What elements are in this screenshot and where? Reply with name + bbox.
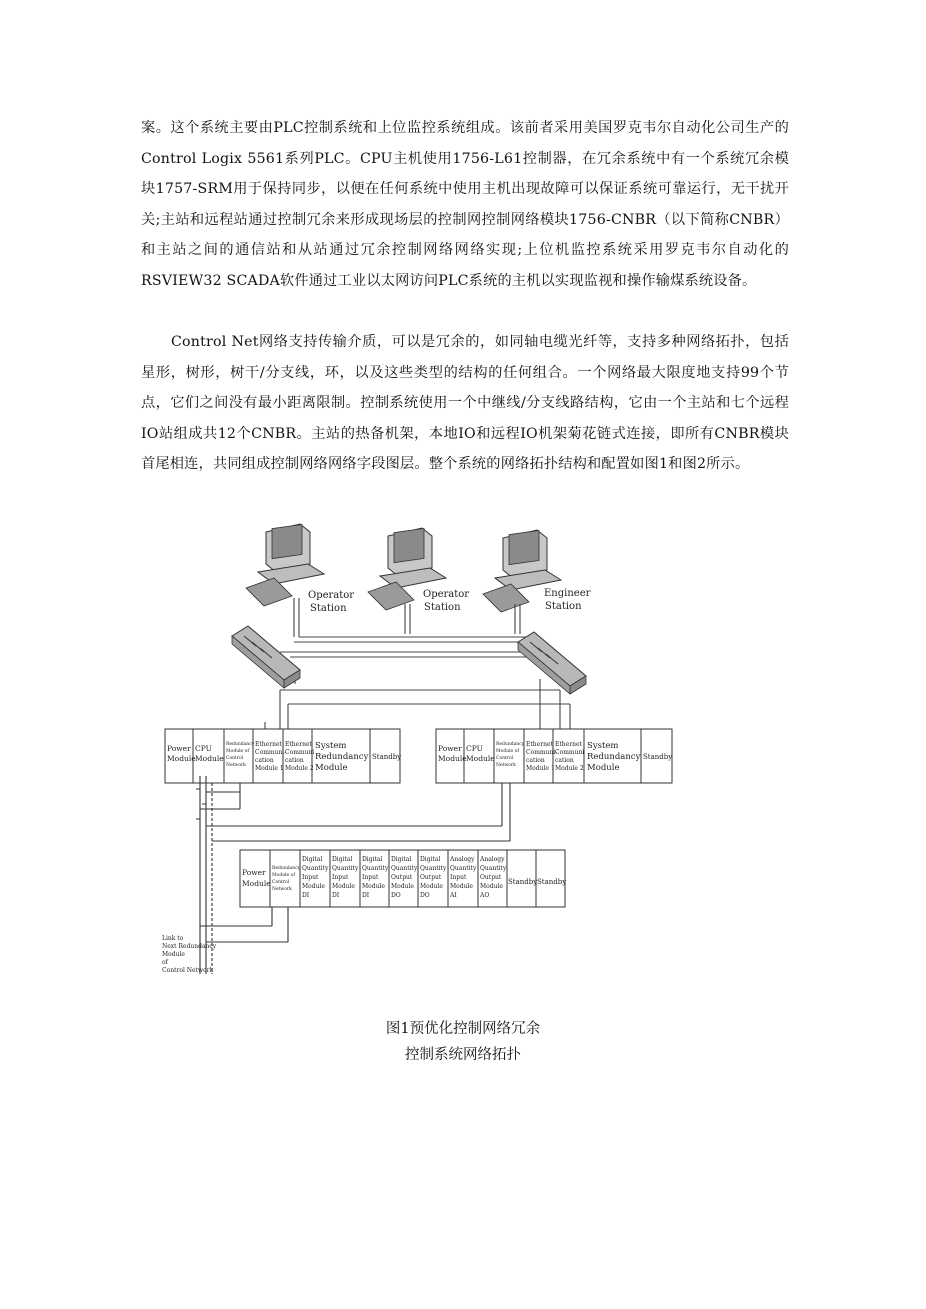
io-rcn-2: Module of (272, 873, 296, 878)
rack-left-rcn-4: Network (226, 763, 246, 768)
io-di1-3: Input (302, 874, 319, 881)
left-main-rack (165, 729, 401, 783)
io-rcn-1: Redundancy (272, 866, 301, 871)
io-ao-3: Output (480, 874, 502, 881)
io-standby-2: Standby (537, 878, 567, 886)
io-power-2: Module (242, 879, 271, 888)
rack-right-cpu-1: CPU (466, 744, 483, 753)
io-di1-4: Module (302, 883, 325, 890)
io-do1-4: Module (391, 883, 414, 890)
rack-left-rcn-2: Module of (226, 749, 250, 754)
rack-left-ecm2-3: cation (285, 757, 304, 764)
paragraph-system-overview: 案。这个系统主要由PLC控制系统和上位监控系统组成。该前者采用美国罗克韦尔自动化公司生产的Control Logix 5561系列PLC。CPU主机使用1756-L61控制器，在冗余系统中有一个系统冗余模块1757-SRM用于保持同步，以便在任何系统中使用主机出现故障可以保证系统可靠运行，无干扰开关;主站和远程站通过控制冗余来形成现场层的控制网控制网络模块1756-CNBR（以下简称CNBR）和主站之间的通信站和从站通过冗余控制网络网络实现;上位机监控系统采用罗克韦尔自动化的RSVIEW32 SCADA软件通过工业以太网访问PLC系统的主机以实现监视和操作输煤系统设备。 (141, 120, 789, 289)
io-ao-4: Module (480, 883, 503, 890)
station-1-label-line1: Operator (308, 590, 355, 601)
io-power-1: Power (242, 868, 266, 877)
rack-left-rcn-1: Redundancy (226, 742, 255, 747)
link-label-5: Control Network (162, 967, 214, 974)
io-di1-2: Quantity (302, 865, 329, 872)
io-di2-1: Digital (332, 856, 353, 863)
rack-right-srm-1: System (587, 741, 619, 751)
rack-left-power-2: Module (167, 754, 196, 763)
io-ao-2: Quantity (480, 865, 507, 872)
io-ai-2: Quantity (450, 865, 477, 872)
io-ao-5: AO (480, 892, 490, 899)
rack-left-power-1: Power (167, 744, 191, 753)
link-label-1: Link to (162, 935, 184, 942)
rack-left-srm-3: Module (315, 763, 348, 773)
io-standby-1: Standby (508, 878, 538, 886)
io-rcn-4: Network (272, 887, 292, 892)
rack-left-cpu-2: Module (195, 754, 224, 763)
io-ai-5: AI (450, 892, 457, 899)
rack-right-power-2: Module (438, 754, 467, 763)
io-di2-2: Quantity (332, 865, 359, 872)
station-3-label-line2: Station (545, 601, 582, 612)
rack-right-ecm1-3: cation (526, 757, 545, 764)
rack-left-cpu-1: CPU (195, 744, 212, 753)
rack-right-ecm2-2: Communi (555, 749, 585, 756)
link-label-3: Module (162, 951, 185, 958)
rack-left-rcn-3: Control (226, 756, 244, 761)
io-di3-5: DI (362, 892, 370, 899)
io-ao-1: Analogy (480, 856, 505, 863)
io-di3-3: Input (362, 874, 379, 881)
rack-right-srm-3: Module (587, 763, 620, 773)
rack-left-ecm2-2: Communi (285, 749, 315, 756)
rack-right-cpu-2: Module (466, 754, 495, 763)
io-do2-2: Quantity (420, 865, 447, 872)
link-label-2: Next Redundancy (162, 943, 217, 950)
station-3-label-line1: Engineer (544, 588, 591, 599)
io-di2-3: Input (332, 874, 349, 881)
rack-right-power-1: Power (438, 744, 462, 753)
rack-right-rcn-1: Redundancy (496, 742, 525, 747)
rack-left-ecm1-4: Module 1 (255, 765, 284, 772)
io-do1-5: DO (391, 892, 401, 899)
figure-caption-line2: 控制系统网络拓扑 (405, 1047, 521, 1063)
rack-left-standby: Standby (372, 753, 402, 761)
io-do2-4: Module (420, 883, 443, 890)
paragraph-controlnet: Control Net网络支持传输介质，可以是冗余的，如同轴电缆光纤等，支持多种网络拓扑，包括星形，树形，树干/分支线，环，以及这些类型的结构的任何组合。一个网络最大限度地支持99个节点，它们之间没有最小距离限制。控制系统使用一个中继线/分支线路结构，它由一个主站和七个远程IO站组成共12个CNBR。主站的热备机架，本地IO和远程IO机架菊花链式连接，即所有CNBR模块首尾相连，共同组成控制网络网络字段图层。整个系统的网络拓扑结构和配置如图1和图2所示。 (141, 334, 789, 472)
io-do1-1: Digital (391, 856, 412, 863)
station-2-label-line1: Operator (423, 589, 470, 600)
io-do2-5: DO (420, 892, 430, 899)
io-di3-1: Digital (362, 856, 383, 863)
io-di2-4: Module (332, 883, 355, 890)
io-do1-2: Quantity (391, 865, 418, 872)
rack-left-ecm1-2: Communi- (255, 749, 287, 756)
station-2-label-line2: Station (424, 602, 461, 613)
station-1-label-line2: Station (310, 603, 347, 614)
rack-right-ecm2-1: Ethernet (555, 741, 582, 748)
io-ai-3: Input (450, 874, 467, 881)
io-ai-1: Analogy (450, 856, 475, 863)
rack-right-rcn-4: Network (496, 763, 516, 768)
rack-left-srm-2: Redundancy (315, 752, 369, 762)
link-label-4: of (162, 959, 168, 966)
io-rcn-3: Control (272, 880, 290, 885)
io-di3-2: Quantity (362, 865, 389, 872)
rack-left-ecm2-4: Module 2 (285, 765, 314, 772)
rack-left-ecm1-3: cation (255, 757, 274, 764)
network-topology-figure (160, 514, 675, 989)
rack-left-srm-1: System (315, 741, 347, 751)
io-di3-4: Module (362, 883, 385, 890)
io-ai-4: Module (450, 883, 473, 890)
rack-right-ecm1-2: Communi- (526, 749, 558, 756)
remote-io-rack (240, 850, 566, 907)
topology-diagram (160, 514, 675, 989)
rack-right-srm-2: Redundancy (587, 752, 641, 762)
rack-right-ecm2-4: Module 2 (555, 765, 584, 772)
rack-left-ecm2-1: Ethernet (285, 741, 312, 748)
rack-right-ecm2-3: cation (555, 757, 574, 764)
rack-right-standby: Standby (643, 753, 673, 761)
rack-left-ecm1-1: Ethernet (255, 741, 282, 748)
io-do2-3: Output (420, 874, 442, 881)
rack-right-rcn-2: Module of (496, 749, 520, 754)
io-di2-5: DI (332, 892, 340, 899)
figure-caption-line1: 图1预优化控制网络冗余 (385, 1021, 541, 1037)
io-di1-1: Digital (302, 856, 323, 863)
right-main-rack (436, 729, 672, 783)
rack-right-ecm1-4: Module 1 (526, 765, 555, 772)
rack-right-rcn-3: Control (496, 756, 514, 761)
rack-right-ecm1-1: Ethernet (526, 741, 553, 748)
io-do2-1: Digital (420, 856, 441, 863)
io-di1-5: DI (302, 892, 310, 899)
io-do1-3: Output (391, 874, 413, 881)
